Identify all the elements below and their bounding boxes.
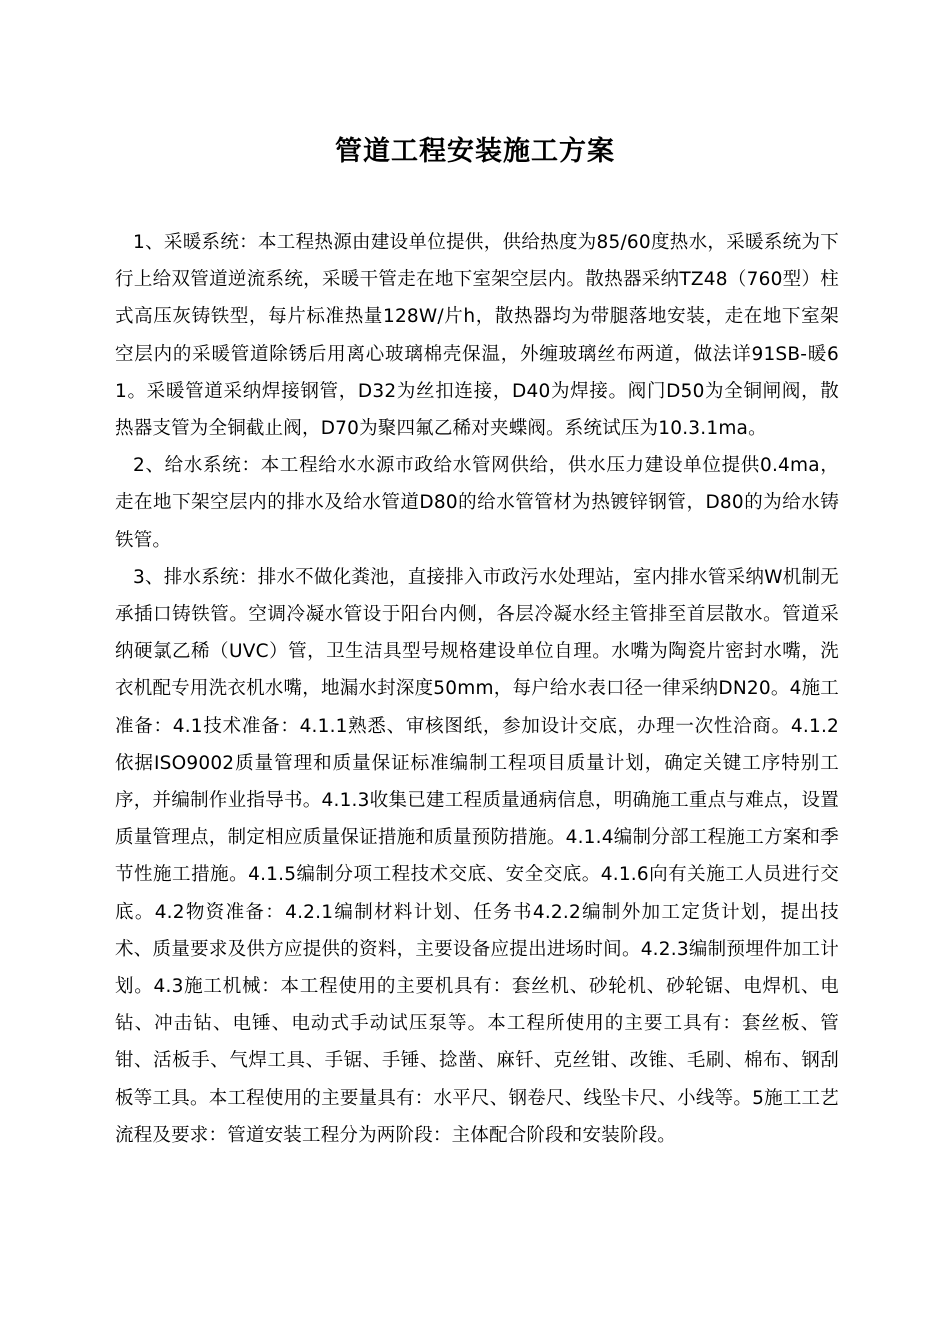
document-title: 管道工程安装施工方案: [335, 136, 615, 167]
paragraph-water-supply-system: 2、给水系统：本工程给水水源市政给水管网供给，供水压力建设单位提供0.4ma，走在地下架空层内的排水及给水管道D80的给水管管材为热镀锌钢管，D80的为给水铸铁管。: [115, 455, 839, 551]
paragraph-heating-system: 1、采暖系统：本工程热源由建设单位提供，供给热度为85/60度热水，采暖系统为下行上给双管道逆流系统，采暖干管走在地下室架空层内。散热器采纳TZ48（760型）柱式高压灰铸铁型，每片标准热量128W/片h，散热器均为带腿落地安装，走在地下室架空层内的采暖管道除锈后用离心玻璃棉壳保温，外缠玻璃丝布两道，做法详91SB-暖61。采暖管道采纳焊接钢管，D32为丝扣连接，D40为焊接。阀门D50为全铜闸阀，散热器支管为全铜截止阀，D70为聚四氟乙稀对夹蝶阀。系统试压为10.3.1ma。: [115, 232, 839, 440]
paragraph-drainage-system: 3、排水系统：排水不做化粪池，直接排入市政污水处理站，室内排水管采纳W机制无承插口铸铁管。空调冷凝水管设于阳台内侧，各层冷凝水经主管排至首层散水。管道采纳硬氯乙稀（UVC）管，卫生洁具型号规格建设单位自理。水嘴为陶瓷片密封水嘴，洗衣机配专用洗衣机水嘴，地漏水封深度50mm，每户给水表口径一律采纳DN20。4施工准备：4.1技术准备：4.1.1熟悉、审核图纸，参加设计交底，办理一次性洽商。4.1.2依据ISO9002质量管理和质量保证标准编制工程项目质量计划，确定关键工序特别工序，并编制作业指导书。4.1.3收集已建工程质量通病信息，明确施工重点与难点，设置质量管理点，制定相应质量保证措施和质量预防措施。4.1.4编制分部工程施工方案和季节性施工措施。4.1.5编制分项工程技术交底、安全交底。4.1.6向有关施工人员进行交底。4.2物资准备：4.2.1编制材料计划、任务书4.2.2编制外加工定货计划，提出技术、质量要求及供方应提供的资料，主要设备应提出进场时间。4.2.3编制预埋件加工计划。4.3施工机械：本工程使用的主要机具有：套丝机、砂轮机、砂轮锯、电焊机、电钻、冲击钻、电锤、电动式手动试压泵等。本工程所使用的主要工具有：套丝板、管钳、活板手、气焊工具、手锯、手锤、捻凿、麻钎、克丝钳、改锥、毛刷、棉布、钢刮板等工具。本工程使用的主要量具有：水平尺、钢卷尺、线坠卡尺、小线等。5施工工艺流程及要求：管道安装工程分为两阶段：主体配合阶段和安装阶段。: [115, 566, 839, 1146]
document-body: [115, 224, 839, 1154]
